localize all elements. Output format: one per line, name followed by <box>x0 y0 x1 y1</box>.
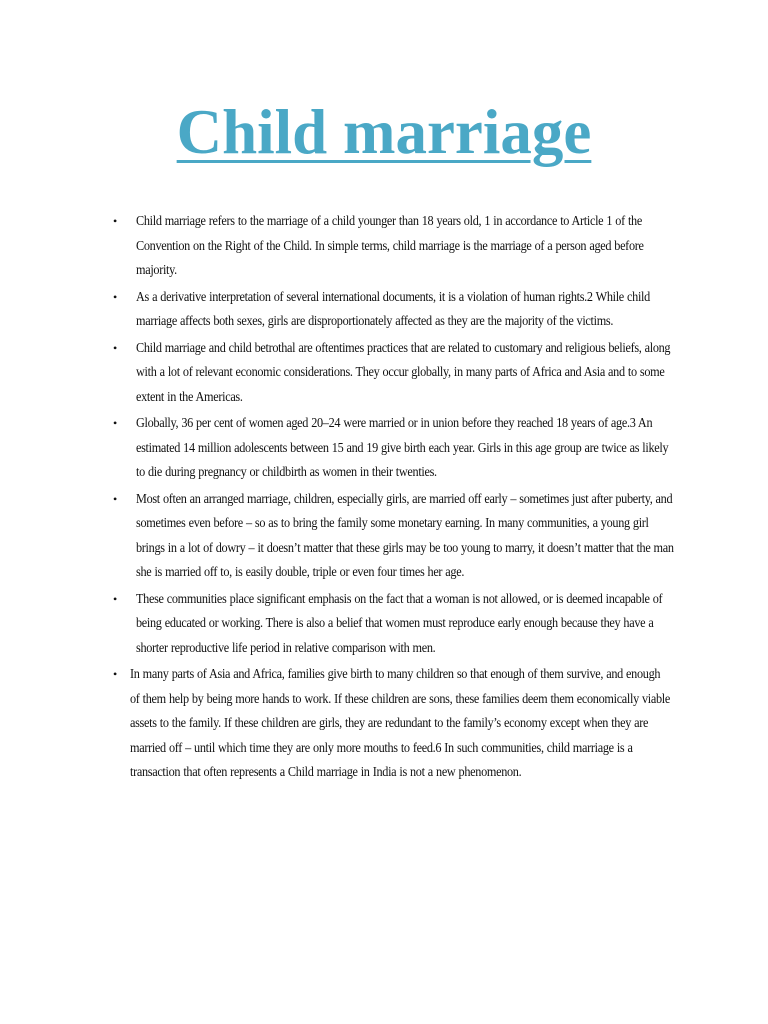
list-item <box>0 285 768 334</box>
page-title-text: Child marriage <box>176 97 592 167</box>
list-item <box>0 587 768 661</box>
bullet-icon: • <box>113 667 118 681</box>
bullet-icon: • <box>113 491 118 506</box>
paragraph-text: Child marriage and child betrothal are oftentimes practices that are related to customary and religious beliefs, along with a lot of relevant economic considerations. They occur globally, in many parts of Africa and Asia and to some extent in the Americas. <box>136 339 671 404</box>
list-item <box>0 411 768 485</box>
bullet-list <box>0 209 768 787</box>
list-item <box>0 487 768 585</box>
paragraph-text: Globally, 36 per cent of women aged 20–24 were married or in union before they reached 18 years of age.3 An estimated 14 million adolescents between 15 and 19 give birth each year. Girls in this age group are twice as likely to die during pregnancy or childbirth as women in their twenties. <box>136 415 669 479</box>
paragraph-text: Child marriage refers to the marriage of a child younger than 18 years old, 1 in accordance to Article 1 of the Convention on the Right of the Child. In simple terms, child marriage is the marriage of a person aged before majority. <box>136 213 644 277</box>
bullet-icon: • <box>113 591 118 606</box>
list-item <box>0 662 768 785</box>
bullet-icon: • <box>113 214 118 228</box>
paragraph-text: In many parts of Asia and Africa, families give birth to many children so that enough of them survive, and enough of them help by being more hands to work. If these children are sons, these families deem them economically viable assets to the family. If these children are girls, they are redundant to the family’s economy except when they are married off – until which time they are only more mouths to feed.6 In such communities, child marriage is a transaction that often represents a Child marriage in India is not a new phenomenon. <box>130 666 670 779</box>
page-title <box>0 92 768 172</box>
paragraph-text: These communities place significant emphasis on the fact that a woman is not allowed, or is deemed incapable of being educated or working. There is also a belief that women must reproduce early enough because they have a shorter reproductive life period in relative comparison with men. <box>136 590 663 655</box>
bullet-icon: • <box>113 416 118 430</box>
bullet-icon: • <box>113 289 118 304</box>
list-item <box>0 209 768 283</box>
paragraph-text: Most often an arranged marriage, children, especially girls, are married off early – sometimes just after puberty, and sometimes even before – so as to bring the family some monetary earning. In many communities, a young girl brings in a lot of dowry – it doesn’t matter that these girls may be too young to marry, it doesn’t matter that the man she is married off to, is easily double, triple or even four times her age. <box>136 490 674 579</box>
list-item <box>0 336 768 410</box>
paragraph-text: As a derivative interpretation of several international documents, it is a violation of human rights.2 While child marriage affects both sexes, girls are disproportionately affected as they are the majority of the victims. <box>136 288 650 328</box>
bullet-icon: • <box>113 340 118 355</box>
